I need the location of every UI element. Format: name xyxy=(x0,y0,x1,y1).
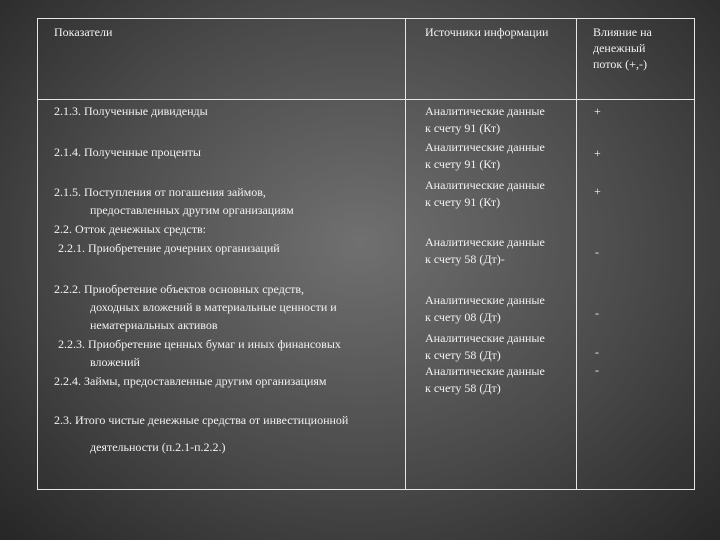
source-line: к счету 58 (Дт)- xyxy=(425,252,505,266)
data-table xyxy=(37,18,695,490)
impact-sign: + xyxy=(594,146,601,160)
indicator-line: нематериальных активов xyxy=(90,318,218,332)
indicator-line: 2.2.2. Приобретение объектов основных средств, xyxy=(54,282,305,296)
impact-sign: - xyxy=(595,245,599,259)
impact-sign: - xyxy=(595,345,599,359)
indicator-line: 2.1.4. Полученные проценты xyxy=(54,145,201,159)
impact-sign: - xyxy=(595,306,599,320)
indicator-line: 2.2.4. Займы, предоставленные другим организациям xyxy=(54,374,327,388)
impact-sign: + xyxy=(594,184,601,198)
indicator-line: вложений xyxy=(90,355,140,369)
indicator-line: 2.2.1. Приобретение дочерних организаций xyxy=(58,241,280,255)
indicator-line: 2.3. Итого чистые денежные средства от инвестиционной xyxy=(54,413,349,427)
column-divider-2 xyxy=(576,19,577,489)
header-impact-line1: Влияние на xyxy=(593,25,652,39)
indicator-line: 2.1.3. Полученные дивиденды xyxy=(54,104,208,118)
source-line: Аналитические данные xyxy=(425,178,545,192)
impact-sign: + xyxy=(594,104,601,118)
source-line: к счету 58 (Дт) xyxy=(425,381,501,395)
indicator-line: доходных вложений в материальные ценности и xyxy=(90,300,337,314)
header-sources: Источники информации xyxy=(425,25,549,39)
source-line: к счету 91 (Кт) xyxy=(425,121,501,135)
header-indicators: Показатели xyxy=(54,25,113,39)
indicator-line: 2.2.3. Приобретение ценных бумаг и иных финансовых xyxy=(58,337,341,351)
source-line: к счету 91 (Кт) xyxy=(425,157,501,171)
source-line: к счету 91 (Кт) xyxy=(425,195,501,209)
header-divider xyxy=(38,99,694,100)
indicator-line: предоставленных другим организациям xyxy=(90,203,294,217)
indicator-line: 2.2. Отток денежных средств: xyxy=(54,222,206,236)
header-impact-line3: поток (+,-) xyxy=(593,57,647,71)
column-divider-1 xyxy=(405,19,406,489)
source-line: Аналитические данные xyxy=(425,364,545,378)
indicator-line: 2.1.5. Поступления от погашения займов, xyxy=(54,185,266,199)
indicator-line: деятельности (п.2.1-п.2.2.) xyxy=(90,440,226,454)
impact-sign: - xyxy=(595,363,599,377)
source-line: Аналитические данные xyxy=(425,293,545,307)
source-line: к счету 58 (Дт) xyxy=(425,348,501,362)
source-line: Аналитические данные xyxy=(425,104,545,118)
source-line: Аналитические данные xyxy=(425,331,545,345)
header-impact-line2: денежный xyxy=(593,41,646,55)
source-line: Аналитические данные xyxy=(425,235,545,249)
source-line: к счету 08 (Дт) xyxy=(425,310,501,324)
source-line: Аналитические данные xyxy=(425,140,545,154)
